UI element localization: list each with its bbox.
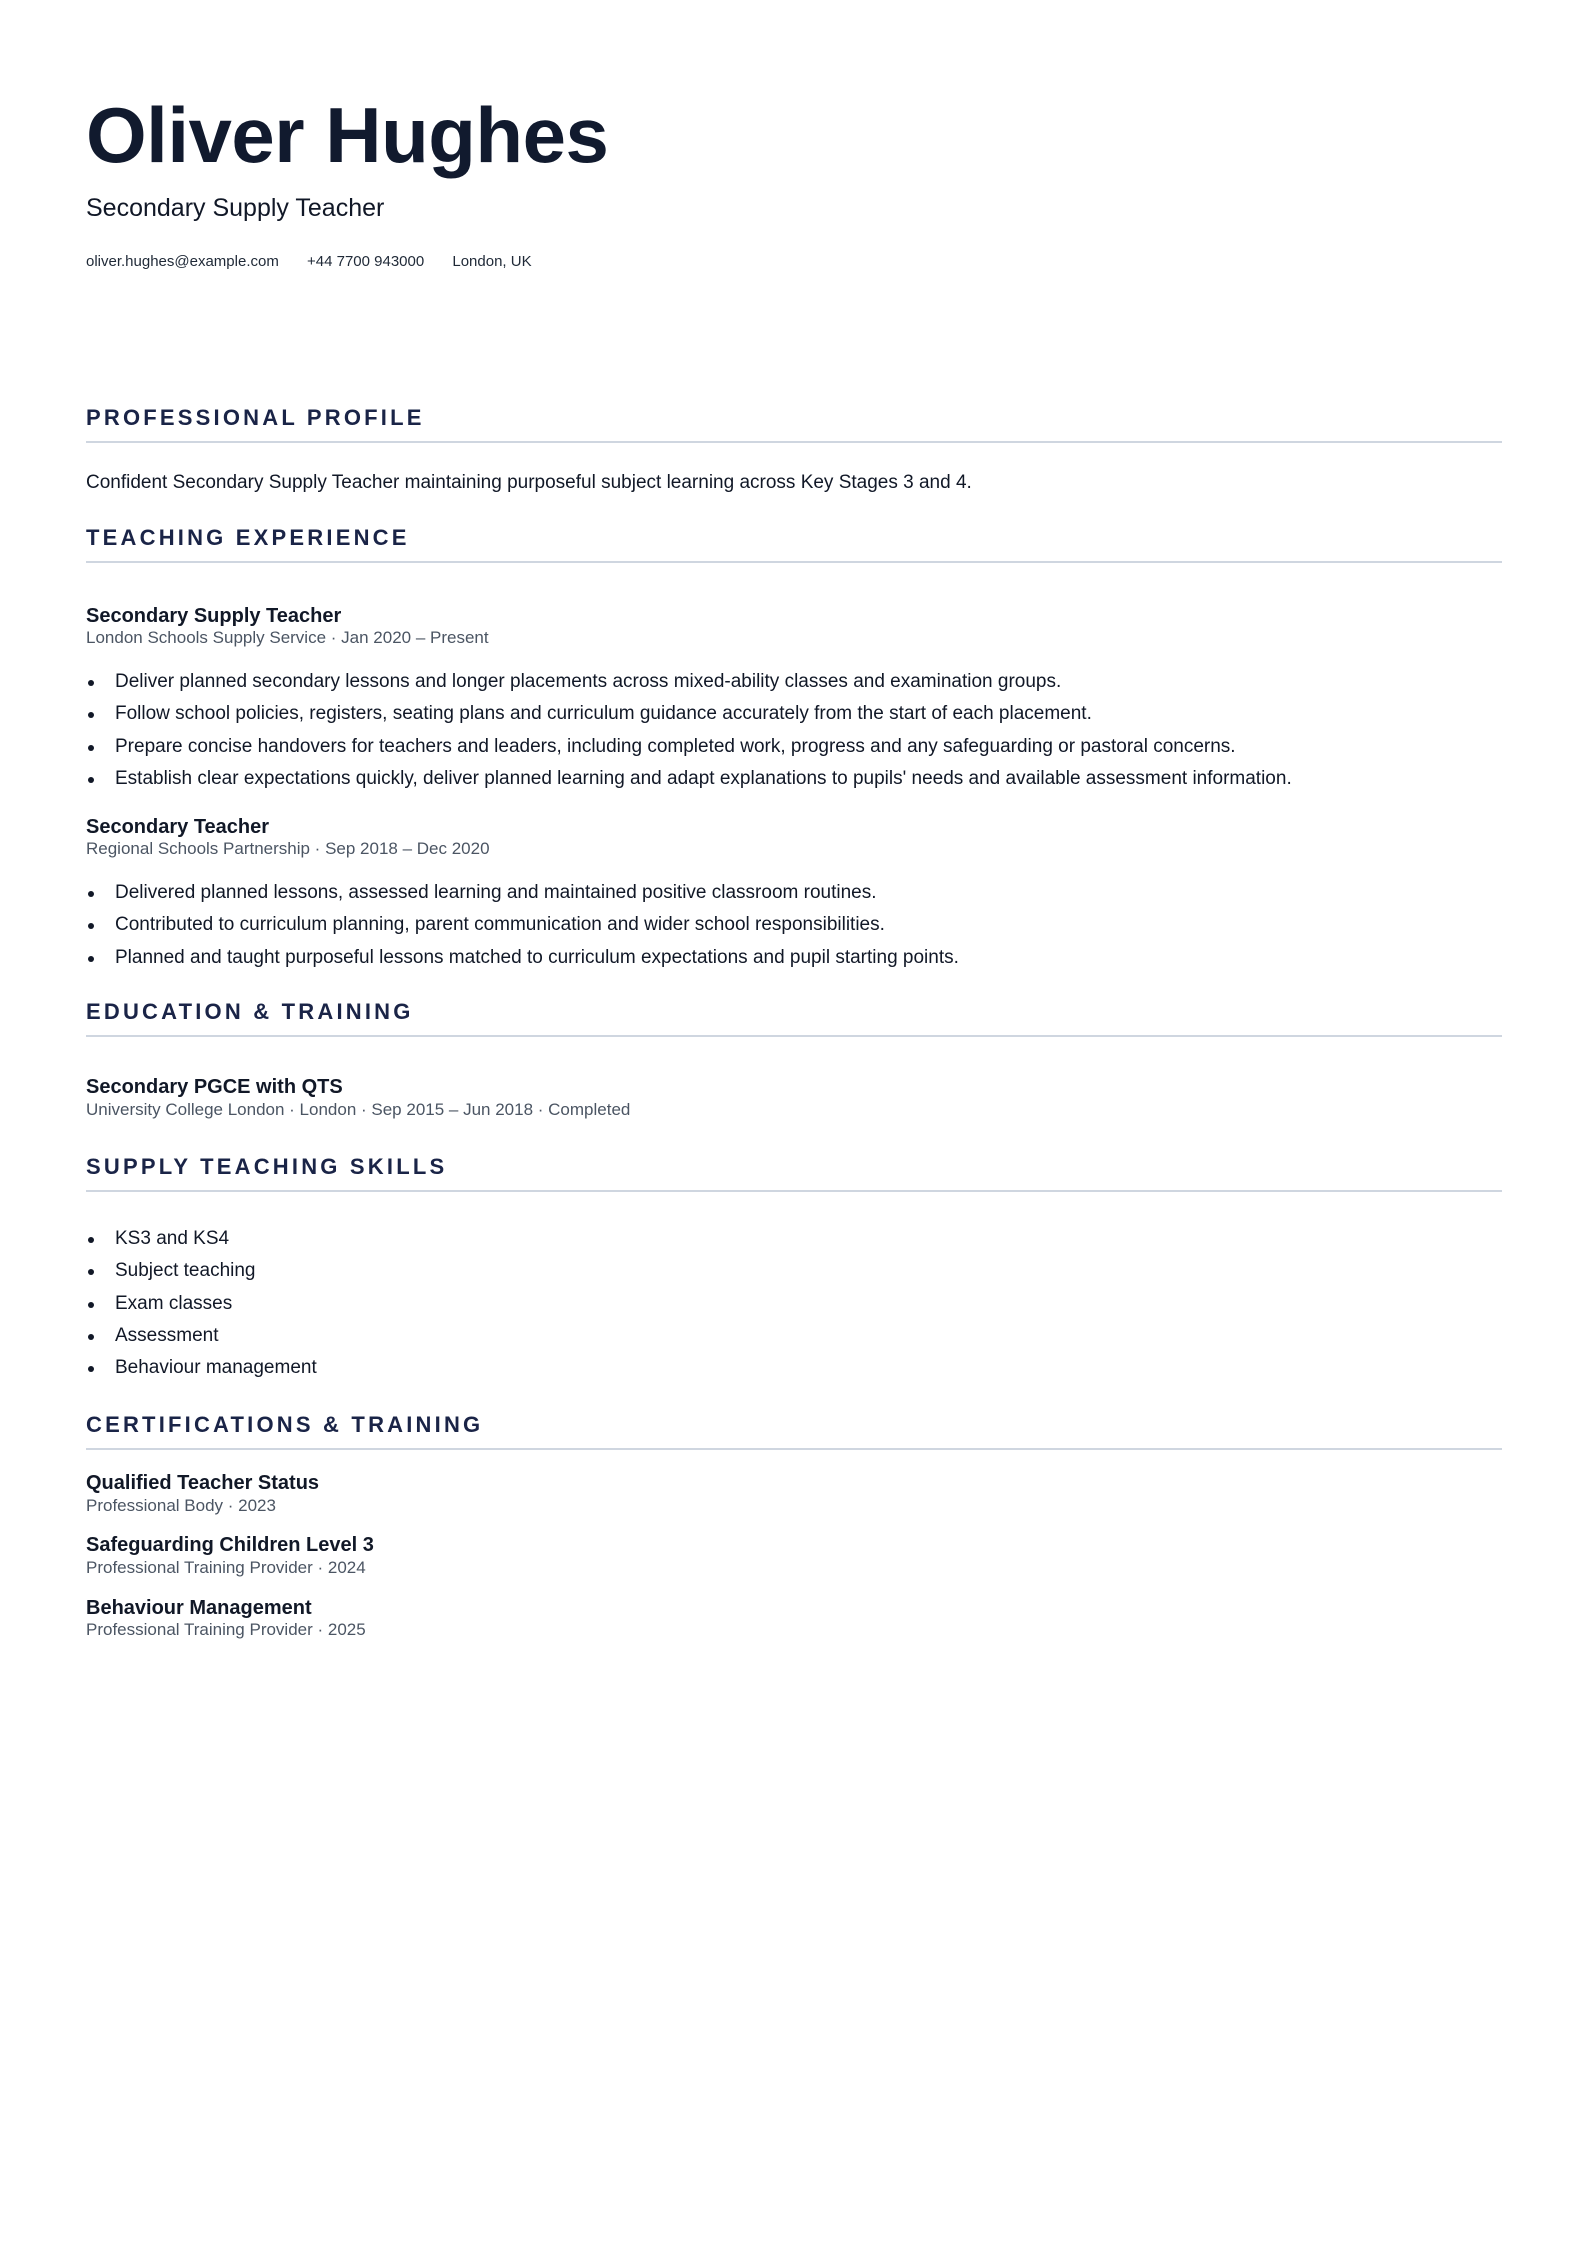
list-item: Subject teaching (86, 1255, 317, 1287)
section-title-profile: PROFESSIONAL PROFILE (86, 405, 425, 430)
skills-list (86, 1223, 317, 1384)
certification-meta: Professional Body · 2023 (86, 1496, 276, 1515)
section-divider (86, 441, 1502, 443)
list-item: Establish clear expectations quickly, deliver planned learning and adapt explanations to pupils' needs and available assessment information. (86, 763, 1292, 795)
section-title-education: EDUCATION & TRAINING (86, 999, 414, 1024)
list-item: Prepare concise handovers for teachers and leaders, including completed work, progress and any safeguarding or pastoral concerns. (86, 731, 1292, 763)
list-item: Exam classes (86, 1288, 317, 1320)
certification-name: Behaviour Management (86, 1597, 312, 1619)
profile-summary: Confident Secondary Supply Teacher maintaining purposeful subject learning across Key Stages 3 and 4. (86, 472, 972, 493)
certification-meta: Professional Training Provider · 2025 (86, 1620, 366, 1639)
list-item: Deliver planned secondary lessons and longer placements across mixed-ability classes and examination groups. (86, 666, 1292, 698)
section-divider (86, 1190, 1502, 1192)
list-item: KS3 and KS4 (86, 1223, 317, 1255)
list-item: Contributed to curriculum planning, parent communication and wider school responsibilities. (86, 909, 959, 941)
job-meta: London Schools Supply Service · Jan 2020 – Present (86, 628, 489, 647)
candidate-name: Oliver Hughes (86, 91, 609, 179)
contact-phone[interactable]: +44 7700 943000 (307, 253, 425, 270)
job-bullets (86, 877, 959, 974)
list-item: Assessment (86, 1320, 317, 1352)
list-item: Follow school policies, registers, seating plans and curriculum guidance accurately from the start of each placement. (86, 698, 1292, 730)
education-meta: University College London · London · Sep 2015 – Jun 2018 · Completed (86, 1100, 631, 1119)
certification-name: Safeguarding Children Level 3 (86, 1534, 374, 1556)
job-role: Secondary Supply Teacher (86, 605, 342, 627)
section-divider (86, 1035, 1502, 1037)
list-item: Behaviour management (86, 1352, 317, 1384)
list-item: Delivered planned lessons, assessed learning and maintained positive classroom routines. (86, 877, 959, 909)
contact-line (86, 254, 556, 269)
certification-name: Qualified Teacher Status (86, 1472, 320, 1494)
contact-email[interactable]: oliver.hughes@example.com (86, 253, 279, 270)
job-role: Secondary Teacher (86, 816, 270, 838)
section-title-certifications: CERTIFICATIONS & TRAINING (86, 1412, 484, 1437)
job-bullets (86, 666, 1292, 795)
contact-location: London, UK (452, 253, 532, 270)
section-title-experience: TEACHING EXPERIENCE (86, 525, 410, 550)
education-degree: Secondary PGCE with QTS (86, 1076, 343, 1098)
section-divider (86, 561, 1502, 563)
certification-meta: Professional Training Provider · 2024 (86, 1558, 366, 1577)
section-title-skills: SUPPLY TEACHING SKILLS (86, 1154, 448, 1179)
list-item: Planned and taught purposeful lessons matched to curriculum expectations and pupil starting points. (86, 942, 959, 974)
section-divider (86, 1448, 1502, 1450)
job-meta: Regional Schools Partnership · Sep 2018 – Dec 2020 (86, 839, 490, 858)
candidate-headline: Secondary Supply Teacher (86, 194, 385, 222)
